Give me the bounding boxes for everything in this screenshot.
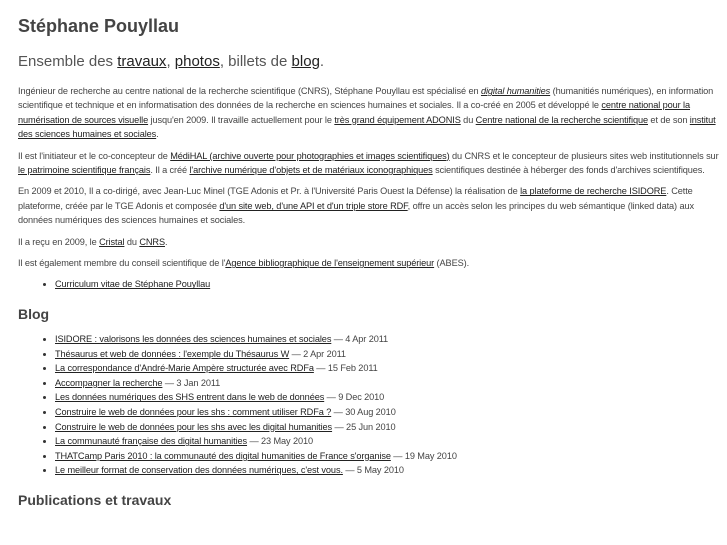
blog-post-date: — 25 Jun 2010 [332,421,396,432]
list-item [55,420,719,435]
list-item [55,277,719,292]
blog-post-list [18,332,719,478]
archive-iconographique-link[interactable]: l'archive numérique d'objets et de matériaux iconographiques [189,165,433,176]
tagline: Ensemble des travaux, photos, billets de blog. [18,53,325,70]
blog-post-date: — 30 Aug 2010 [331,407,396,418]
adonis-link[interactable]: très grand équipement ADONIS [334,114,461,125]
list-item [55,332,719,347]
blog-post-link[interactable]: La communauté française des digital humanities [55,436,248,447]
blog-post-date: — 9 Dec 2010 [324,392,385,403]
blog-post-link[interactable]: Construire le web de données pour les shs avec les digital humanities [55,421,333,432]
blog-post-date: — 2 Apr 2011 [289,348,346,359]
medihal-link[interactable]: MédiHAL (archive ouverte pour photographies et images scientifiques) [170,150,450,161]
list-item [55,449,719,464]
blog-post-link[interactable]: Thésaurus et web de données : l'exemple du Thésaurus W [55,348,290,359]
blog-post-date: — 4 Apr 2011 [331,334,389,345]
rdf-store-link[interactable]: d'un site web, d'une API et d'un triple store RDF [219,200,408,211]
cv-list [18,277,719,292]
travaux-link[interactable]: travaux [117,53,167,70]
patrimoine-link[interactable]: le patrimoine scientifique français [18,165,151,176]
blog-post-link[interactable]: Les données numériques des SHS entrent dans le web de données [55,392,325,403]
blog-post-link[interactable]: Construire le web de données pour les shs : comment utiliser RDFa ? [55,407,332,418]
site-title: Stéphane Pouyllau [18,16,180,36]
blog-post-link[interactable]: La correspondance d'André-Marie Ampère structurée avec RDFa [55,363,314,374]
blog-post-date: — 5 May 2010 [342,465,404,476]
cristal-link[interactable]: Cristal [99,236,125,247]
list-item [55,463,719,478]
bio-paragraph-4: Il a reçu en 2009, le Cristal du CNRS. [18,236,168,247]
cnsv-link[interactable]: centre national pour la numérisation de sources visuelle [18,100,690,125]
blog-post-link[interactable]: THATCamp Paris 2010 : la communauté des digital humanities de France s'organise [55,450,391,461]
photos-link[interactable]: photos [174,53,220,70]
bio-paragraph-3: En 2009 et 2010, Il a co-dirigé, avec Jean-Luc Minel (TGE Adonis et Pr. à l'Université Paris Ouest la Défense) la réalisation de la plateforme de recherche ISIDORE. Cette plateforme, créée par le TGE Adonis et composée d'un site web, d'une API et d'un triple store RDF, offre un accès selon les principes du web sémantique (linked data) aux données numériques des sciences humaines et sociales. [18,186,694,226]
list-item [55,347,719,362]
blog-post-link[interactable]: Le meilleur format de conservation des données numériques, c'est vous. [55,465,343,476]
publications-heading: Publications et travaux [18,492,172,508]
blog-post-link[interactable]: Accompagner la recherche [55,377,163,388]
blog-post-date: — 15 Feb 2011 [313,363,378,374]
cv-link[interactable]: Curriculum vitae de Stéphane Pouyllau [55,279,211,290]
blog-post-date: — 19 May 2010 [390,450,457,461]
blog-post-link[interactable]: ISIDORE : valorisons les données des sciences humaines et sociales [55,334,332,345]
bio-paragraph-1: Ingénieur de recherche au centre national de la recherche scientifique (CNRS), Stéphane Pouyllau est spécialisé en digital humanities (humanitiés numériques), en information scientifique et technique et en informatisation des données de la recherche en sciences humaines et sociales. Il a co-créé en 2005 et développé le centre national pour la numérisation de sources visuelle jusqu'en 2009. Il travaille actuellement pour le très grand équipement ADONIS du Centre national de la recherche scientifique et de son institut des sciences humaines et sociales. [18,86,716,140]
digital-humanities-link[interactable]: digital humanities [480,86,551,96]
list-item [55,390,719,405]
abes-link[interactable]: Agence bibliographique de l'enseignement supérieur [225,258,435,269]
blog-link[interactable]: blog [291,53,320,70]
list-item [55,434,719,449]
cnrs-center-link[interactable]: Centre national de la recherche scientifique [475,114,648,125]
bio-paragraph-5: Il est également membre du conseil scientifique de l'Agence bibliographique de l'enseignement supérieur (ABES). [18,258,470,269]
blog-post-date: — 3 Jan 2011 [162,377,221,388]
list-item [55,405,719,420]
inshs-link[interactable]: institut des sciences humaines et sociales [18,114,716,140]
cnrs-link[interactable]: CNRS [139,236,165,247]
bio-paragraph-2: Il est l'initiateur et le co-concepteur de MédiHAL (archive ouverte pour photographies et images scientifiques) du CNRS et le concepteur de plusieurs sites web institutionnels sur le patrimoine scientifique français. Il a créé l'archive numérique d'objets et de matériaux iconographiques scientifiques destinée à héberger des fonds d'archives scientifiques. [18,150,719,176]
list-item [55,376,719,391]
blog-heading: Blog [18,306,50,323]
blog-post-date: — 23 May 2010 [247,436,314,447]
isidore-link[interactable]: la plateforme de recherche ISIDORE [520,186,667,197]
list-item [55,361,719,376]
